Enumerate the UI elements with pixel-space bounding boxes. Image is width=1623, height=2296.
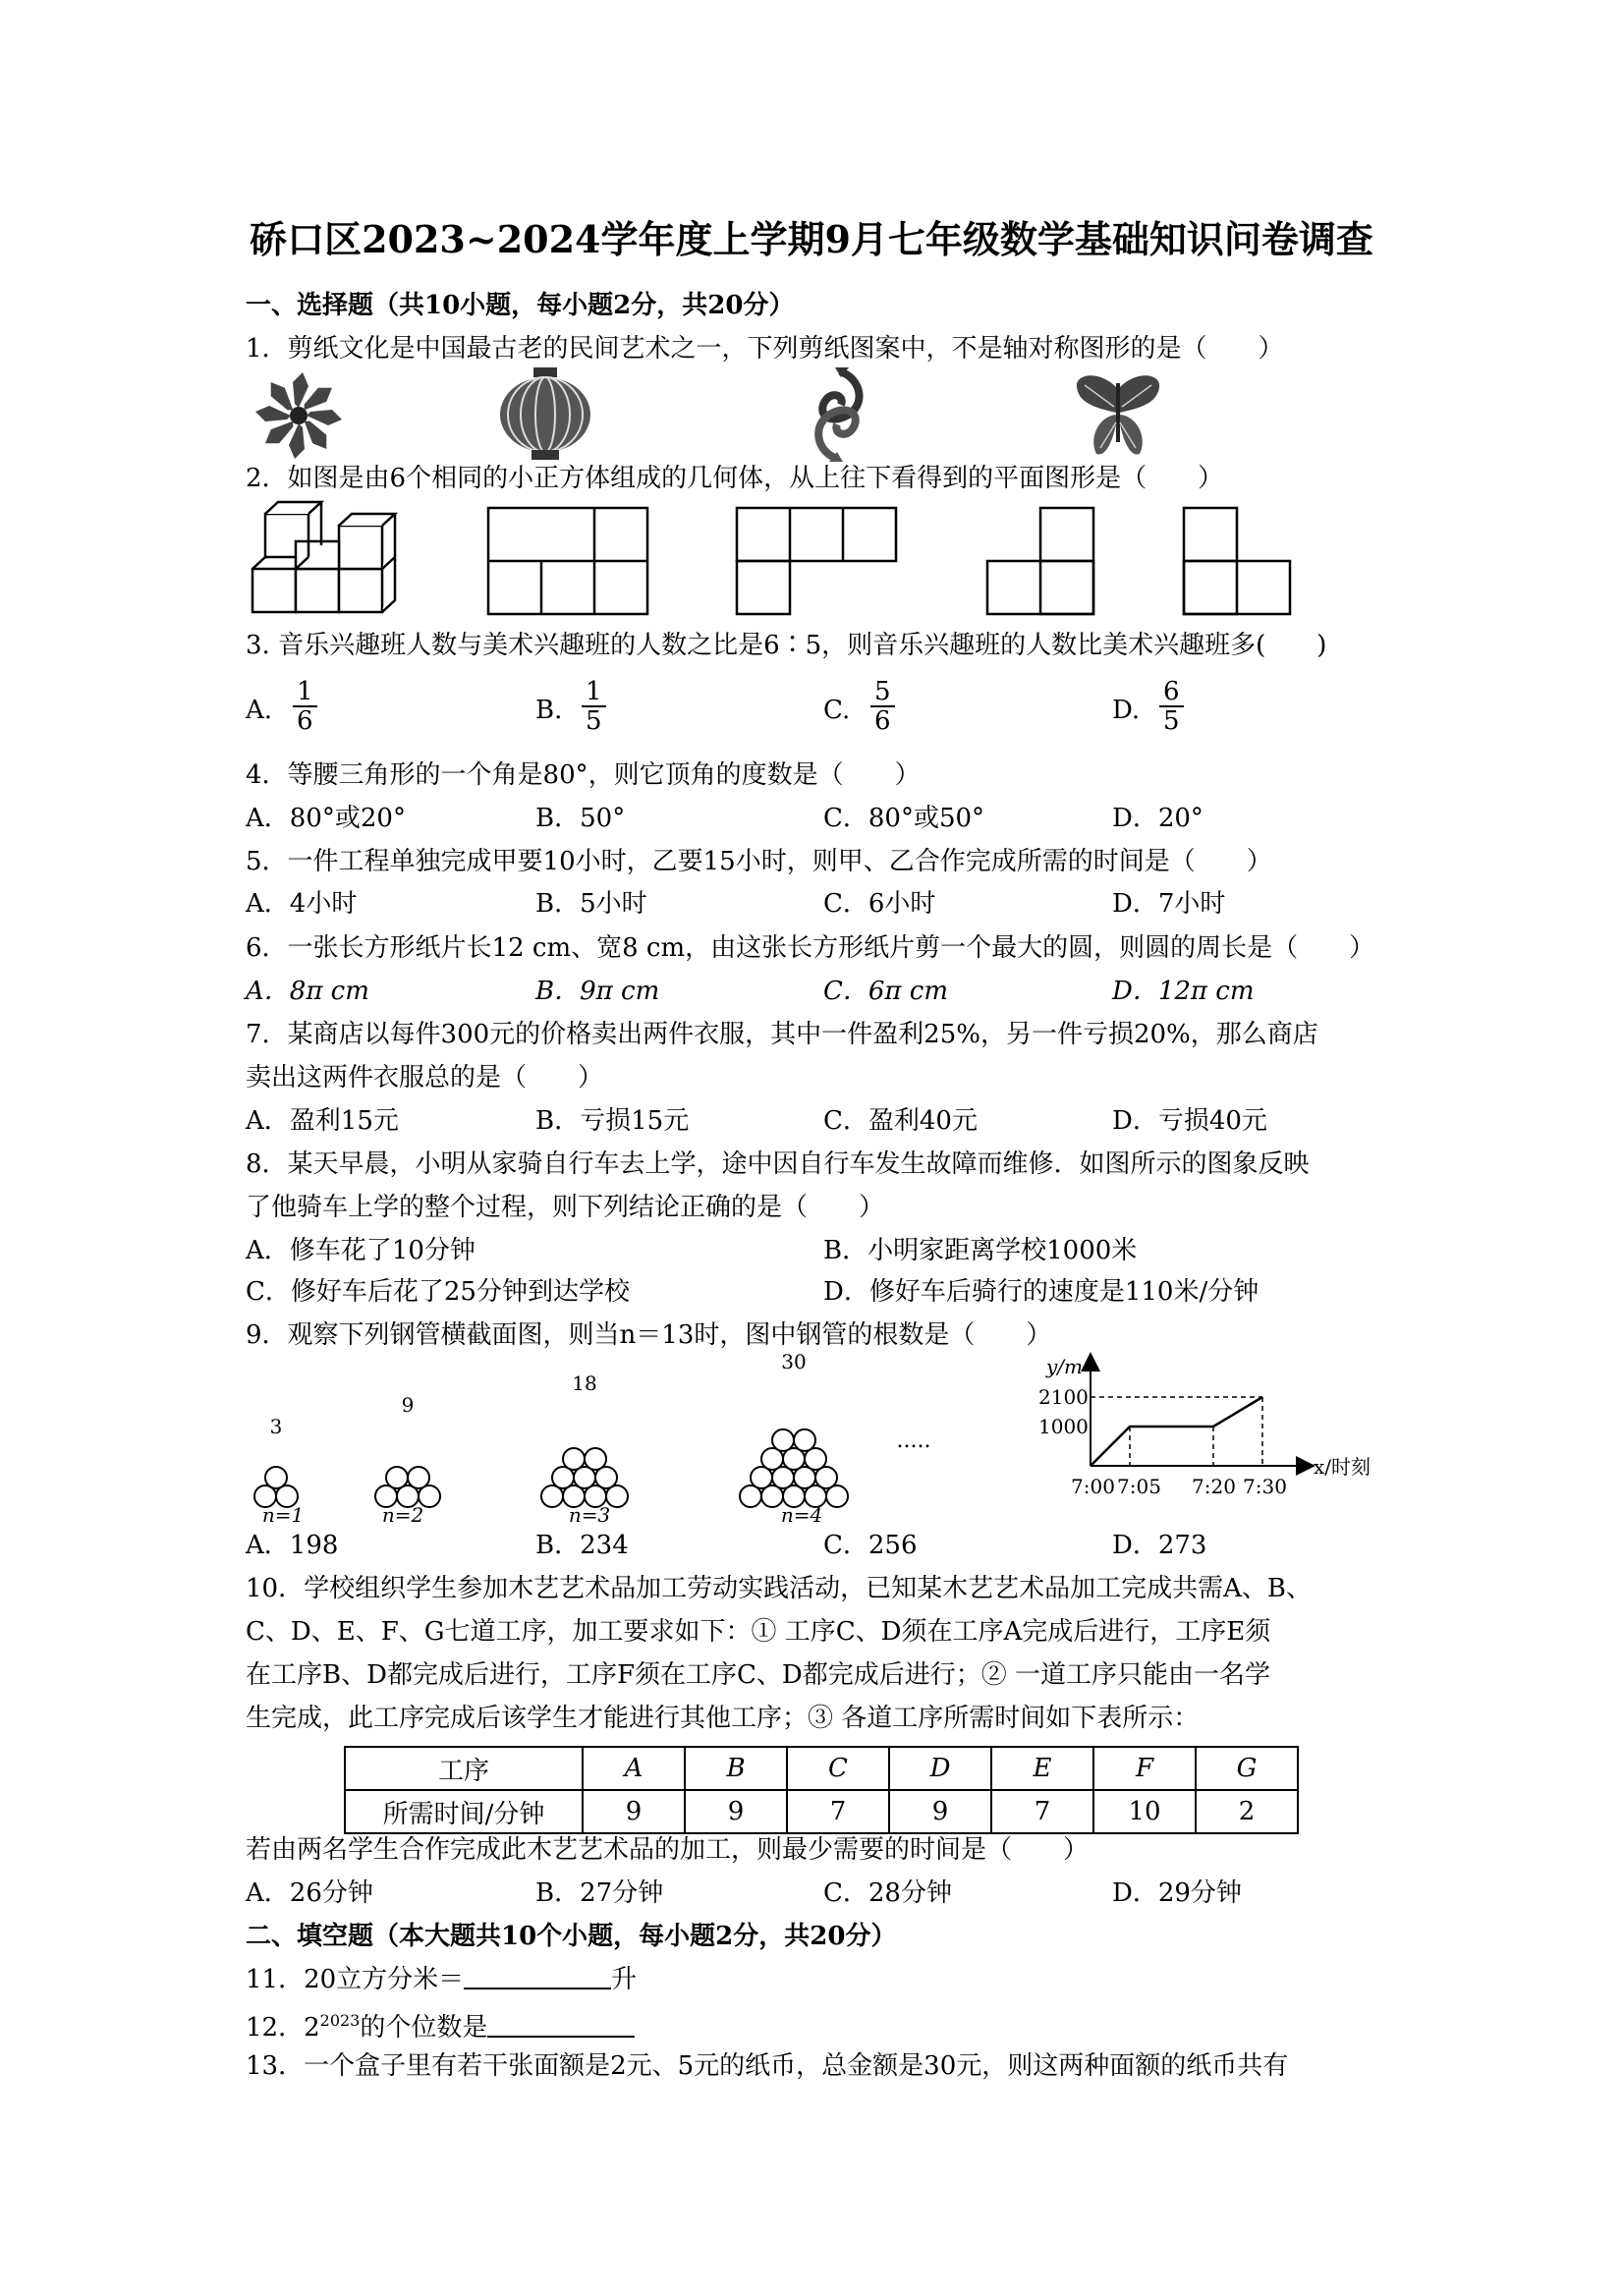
- graph-y-label: y/m: [1046, 1355, 1084, 1378]
- pipe-circle: [408, 1467, 429, 1488]
- q8-option-a: A．修车花了10分钟: [246, 1236, 476, 1265]
- q4-option-b: B．50°: [535, 804, 626, 833]
- graph-x-tick-730: 7:30: [1243, 1475, 1287, 1498]
- q6-option-c: C．6π cm: [823, 977, 949, 1006]
- pipe-count-4: 30: [781, 1350, 807, 1373]
- table-cell: 9: [583, 1790, 685, 1833]
- question-7-line-1: 7．某商店以每件300元的价格卖出两件衣服，其中一件盈利25%，另一件亏损20%，那么商店: [246, 1020, 1318, 1049]
- q8-option-c: C．修好车后花了25分钟到达学校: [246, 1277, 630, 1307]
- q4-option-c: C．80°或50°: [823, 804, 985, 833]
- graph-y-tick-2100: 2100: [1038, 1385, 1089, 1409]
- question-3: 3. 音乐兴趣班人数与美术兴趣班的人数之比是6∶5，则音乐兴趣班的人数比美术兴趣班多( ): [246, 631, 1327, 660]
- table-cell: 9: [889, 1790, 991, 1833]
- q3-option-c-fraction: $\frac{5}{6}$: [870, 678, 895, 735]
- table-cell: 7: [787, 1790, 889, 1833]
- question-11-unit: 升: [611, 1965, 638, 1994]
- question-11: [246, 1963, 637, 1996]
- page-title: 硚口区2023~2024学年度上学期9月七年级数学基础知识问卷调查: [250, 217, 1373, 261]
- q5-option-c: C．6小时: [823, 889, 936, 919]
- pipe-circle: [772, 1429, 794, 1451]
- q7-option-a: A．盈利15元: [246, 1106, 399, 1136]
- table-cell: 所需时间/分钟: [345, 1790, 583, 1833]
- section-2-heading: 二、填空题（本大题共10个小题，每小题2分，共20分）: [246, 1922, 897, 1951]
- table-header-cell: A: [583, 1747, 685, 1790]
- question-12-exponent: 2023: [319, 2011, 361, 2030]
- pipe-count-2: 9: [401, 1393, 415, 1417]
- table-cell: 7: [991, 1790, 1093, 1833]
- question-12-text-2: 的个位数是: [360, 2013, 488, 2043]
- q7-option-b: B．亏损15元: [535, 1106, 690, 1136]
- q3-option-a-letter: A.: [246, 696, 273, 725]
- q6-option-b: B．9π cm: [535, 977, 660, 1006]
- table-cell: 10: [1093, 1790, 1196, 1833]
- papercut-butterfly-image: [1071, 369, 1165, 462]
- q9-option-b: B．234: [535, 1531, 629, 1560]
- question-8-line-2: 了他骑车上学的整个过程，则下列结论正确的是（ ）: [246, 1193, 885, 1222]
- table-header-cell: B: [685, 1747, 787, 1790]
- graph-y-tick-1000: 1000: [1038, 1415, 1089, 1438]
- question-12: [246, 2004, 635, 2044]
- pipe-n-label-1: n=1: [261, 1503, 305, 1527]
- table-header-cell: C: [787, 1747, 889, 1790]
- graph-x-tick-705: 7:05: [1117, 1475, 1161, 1498]
- q8-option-d: D．修好车后骑行的速度是110米/分钟: [823, 1277, 1259, 1307]
- question-8-line-1: 8．某天早晨，小明从家骑自行车去上学，途中因自行车发生故障而维修．如图所示的图象反映: [246, 1149, 1310, 1179]
- table-row: [345, 1790, 1298, 1833]
- q5-option-b: B．5小时: [535, 889, 647, 919]
- q5-option-d: D．7小时: [1112, 889, 1226, 919]
- q9-option-d: D．273: [1112, 1531, 1207, 1560]
- pipe-n-label-4: n=4: [780, 1503, 823, 1527]
- pipe-circle: [265, 1467, 287, 1488]
- q10-option-b: B．27分钟: [535, 1878, 664, 1908]
- pipe-count-3: 18: [572, 1372, 597, 1395]
- question-4: 4．等腰三角形的一个角是80°，则它顶角的度数是（ ）: [246, 760, 921, 790]
- q9-option-c: C．256: [823, 1531, 918, 1560]
- question-5: 5．一件工程单独完成甲要10小时，乙要15小时，则甲、乙合作完成所需的时间是（ ）: [246, 847, 1272, 876]
- q3-option-a-fraction: $\frac{1}{6}$: [293, 678, 317, 735]
- q3-option-b-letter: B.: [535, 696, 563, 725]
- q7-option-c: C．盈利40元: [823, 1106, 978, 1136]
- process-time-table: [344, 1746, 1299, 1834]
- table-header-cell: 工序: [345, 1747, 583, 1790]
- q10-option-a: A．26分钟: [246, 1878, 373, 1908]
- question-13: 13．一个盒子里有若干张面额是2元、5元的纸币，总金额是30元，则这两种面额的纸币共有: [246, 2051, 1289, 2081]
- pipe-stack-figure: [246, 1351, 953, 1528]
- question-12-text: 12．2: [246, 2013, 320, 2043]
- graph-x-tick-720: 7:20: [1192, 1475, 1236, 1498]
- q6-option-d: D．12π cm: [1112, 977, 1255, 1006]
- table-header-cell: D: [889, 1747, 991, 1790]
- q7-option-d: D．亏损40元: [1112, 1106, 1267, 1136]
- question-10-line-3: 在工序B、D都完成后进行，工序F须在工序C、D都完成后进行；② 一道工序只能由一名学: [246, 1660, 1270, 1690]
- question-9: 9．观察下列钢管横截面图，则当n＝13时，图中钢管的根数是（ ）: [246, 1320, 1052, 1350]
- pipe-circle: [386, 1467, 408, 1488]
- papercut-lantern-image: [496, 365, 594, 464]
- pipe-circle: [563, 1448, 585, 1470]
- pipe-circle: [794, 1429, 815, 1451]
- q3-option-c-letter: C.: [823, 696, 851, 725]
- table-cell: 2: [1196, 1790, 1298, 1833]
- cube-solid-figure: [251, 506, 398, 614]
- question-10-line-2: C、D、E、F、G七道工序，加工要求如下：① 工序C、D须在工序A完成后进行，工序E须: [246, 1617, 1271, 1647]
- view-option-1: [486, 506, 649, 616]
- papercut-flower-image: [248, 368, 350, 463]
- table-cell: 9: [685, 1790, 787, 1833]
- q6-option-a: A．8π cm: [246, 977, 369, 1006]
- question-10-line-4: 生完成，此工序完成后该学生才能进行其他工序；③ 各道工序所需时间如下表所示：: [246, 1704, 1200, 1733]
- question-6: 6．一张长方形纸片长12 cm、宽8 cm，由这张长方形纸片剪一个最大的圆，则圆的周长是（ ）: [246, 933, 1375, 963]
- q8-option-b: B．小明家距离学校1000米: [823, 1236, 1138, 1265]
- q8-distance-time-graph: [1027, 1346, 1390, 1513]
- answer-blank: [464, 1966, 611, 1989]
- q3-option-b-fraction: $\frac{1}{5}$: [582, 678, 606, 735]
- table-header-cell: G: [1196, 1747, 1298, 1790]
- table-header-cell: E: [991, 1747, 1093, 1790]
- graph-x-tick-700: 7:00: [1071, 1475, 1115, 1498]
- pipe-n-label-3: n=3: [568, 1503, 611, 1527]
- pipe-count-1: 3: [269, 1415, 283, 1438]
- section-1-heading: 一、选择题（共10小题，每小题2分，共20分）: [246, 291, 795, 320]
- q5-option-a: A．4小时: [246, 889, 358, 919]
- question-7-line-2: 卖出这两件衣服总的是（ ）: [246, 1063, 604, 1092]
- q10-option-d: D．29分钟: [1112, 1878, 1242, 1908]
- view-option-2: [735, 506, 898, 616]
- answer-blank: [487, 2014, 635, 2038]
- q3-option-d-letter: D.: [1112, 696, 1141, 725]
- table-row: [345, 1747, 1298, 1790]
- question-11-text: 11．20立方分米＝: [246, 1965, 465, 1994]
- view-option-3: [985, 506, 1095, 616]
- view-option-4: [1182, 506, 1292, 616]
- q9-option-a: A．198: [246, 1531, 339, 1560]
- papercut-fish-image: [806, 365, 874, 464]
- question-10-line-1: 10．学校组织学生参加木艺艺术品加工劳动实践活动，已知某木艺艺术品加工完成共需A、B、: [246, 1574, 1312, 1603]
- question-10-line-5: 若由两名学生合作完成此木艺艺术品的加工，则最少需要的时间是（ ）: [246, 1835, 1090, 1865]
- question-2: 2．如图是由6个相同的小正方体组成的几何体，从上往下看得到的平面图形是（ ）: [246, 464, 1224, 493]
- pipe-circle: [585, 1448, 606, 1470]
- question-1: 1．剪纸文化是中国最古老的民间艺术之一，下列剪纸图案中，不是轴对称图形的是（ ）: [246, 334, 1284, 364]
- q10-option-c: C．28分钟: [823, 1878, 952, 1908]
- table-header-cell: F: [1093, 1747, 1196, 1790]
- q4-option-a: A．80°或20°: [246, 804, 406, 833]
- pipe-n-label-2: n=2: [381, 1503, 424, 1527]
- q4-option-d: D．20°: [1112, 804, 1203, 833]
- q3-option-d-fraction: $\frac{6}{5}$: [1159, 678, 1184, 735]
- pipe-ellipsis: .....: [896, 1428, 931, 1453]
- graph-x-label: x/时刻: [1314, 1455, 1371, 1479]
